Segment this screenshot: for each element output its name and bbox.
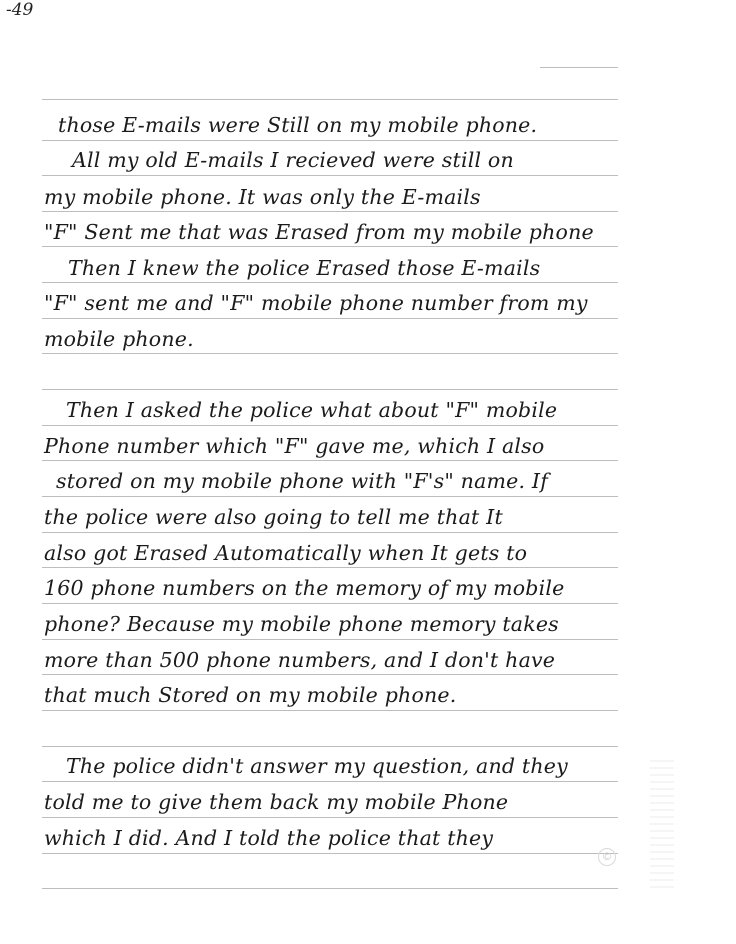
- ruled-line: [42, 567, 618, 568]
- ruled-line: [42, 353, 618, 354]
- scan-artifact: [650, 760, 674, 890]
- ruled-line: [42, 140, 618, 141]
- copyright-mark-icon: ©: [598, 848, 616, 866]
- ruled-line: [42, 496, 618, 497]
- page-number: -49: [6, 0, 34, 20]
- text-line: 160 phone numbers on the memory of my mobile: [44, 576, 565, 600]
- text-line: that much Stored on my mobile phone.: [44, 683, 457, 707]
- text-line: The police didn't answer my question, and they: [66, 754, 568, 778]
- ruled-line: [42, 246, 618, 247]
- text-line: Then I knew the police Erased those E-mails: [68, 256, 541, 280]
- ruled-line: [42, 746, 618, 747]
- ruled-line: [42, 888, 618, 889]
- ruled-line: [42, 282, 618, 283]
- ruled-line: [42, 674, 618, 675]
- ruled-line: [42, 99, 618, 100]
- text-line: more than 500 phone numbers, and I don't have: [44, 648, 556, 672]
- text-line: "F" sent me and "F" mobile phone number from my: [44, 291, 588, 315]
- ruled-line: [42, 603, 618, 604]
- text-line: also got Erased Automatically when It gets to: [44, 541, 528, 565]
- ruled-line: [42, 817, 618, 818]
- ruled-line: [42, 460, 618, 461]
- ruled-line: [42, 710, 618, 711]
- text-line: "F" Sent me that was Erased from my mobile phone: [44, 220, 594, 244]
- ruled-line-short: [540, 67, 618, 68]
- ruled-line: [42, 175, 618, 176]
- text-line: the police were also going to tell me that It: [44, 505, 503, 529]
- ruled-line: [42, 211, 618, 212]
- text-line: stored on my mobile phone with "F's" name. If: [56, 469, 548, 493]
- text-line: Then I asked the police what about "F" mobile: [66, 398, 558, 422]
- ruled-line: [42, 532, 618, 533]
- text-line: which I did. And I told the police that they: [44, 826, 494, 850]
- ruled-line: [42, 853, 618, 854]
- ruled-line: [42, 425, 618, 426]
- ruled-line: [42, 389, 618, 390]
- text-line: Phone number which "F" gave me, which I also: [44, 434, 545, 458]
- text-line: All my old E-mails I recieved were still on: [72, 148, 514, 172]
- ruled-line: [42, 318, 618, 319]
- ruled-line: [42, 639, 618, 640]
- ruled-line: [42, 781, 618, 782]
- text-line: phone? Because my mobile phone memory takes: [44, 612, 559, 636]
- text-line: told me to give them back my mobile Phone: [44, 790, 509, 814]
- text-line: those E-mails were Still on my mobile phone.: [58, 113, 538, 137]
- text-line: mobile phone.: [44, 327, 194, 351]
- text-line: my mobile phone. It was only the E-mails: [44, 185, 481, 209]
